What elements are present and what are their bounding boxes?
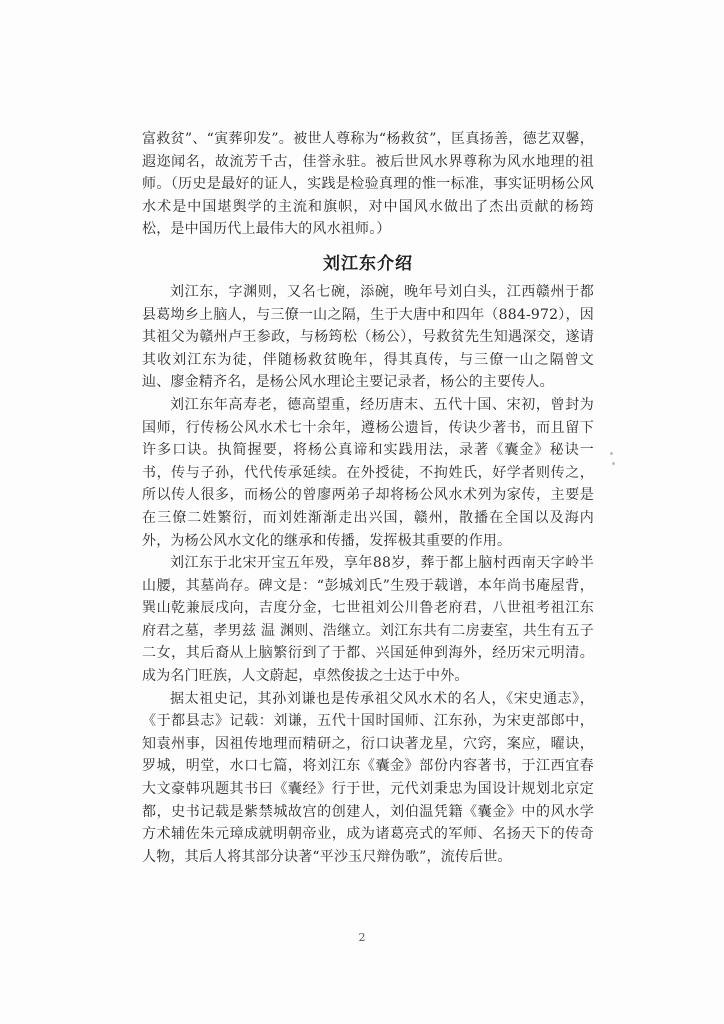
scan-speck bbox=[610, 452, 613, 455]
page-body bbox=[142, 128, 594, 868]
intro-paragraph: 富救贫”、“寅葬卯发”。被世人尊称为“杨救贫”，匡真扬善，德艺双馨，遐迩闻名，故流芳千古，佳誉永驻。被后世风水界尊称为风水地理的祖师。（历史是最好的证人，实践是检验真理的惟一标准，事实证明杨公风水术是中国堪舆学的主流和旗帜，对中国风水做出了杰出贡献的杨筠松，是中国历代上最伟大的风水祖师。） bbox=[142, 131, 594, 238]
page-number: 2 bbox=[358, 931, 366, 944]
scan-speck bbox=[612, 462, 615, 465]
body-paragraph-3: 刘江东于北宋开宝五年殁，享年88岁，葬于都上脑村西南天字岭半山腰，其墓尚存。碑文是：“彭城刘氏”生殁于载谱，本年尚书庵屋背，巽山乾兼辰戌向，吉度分金，七世祖刘公川鲁老府君，八世祖考祖江东府君之墓，孝男兹 温 渊则、浩继立。刘江东共有二房妻室，共生有五子二女，其后裔从上脑繁衍到了于都、兴国延伸到海外，经历宋元明清。成为名门旺族，人文蔚起，卓然俊拔之士达于中外。 bbox=[142, 555, 594, 685]
body-paragraph-2: 刘江东年高寿老，德高望重，经历唐末、五代十国、宋初，曾封为国师，行传杨公风水术七十余年，遵杨公遗旨，传诀少著书，而且留下许多口诀。执简握要，将杨公真谛和实践用法，录著《囊金》秘诀一书，传与子孙，代代传承延续。在外授徒，不拘姓氏，好学者则传之，所以传人很多，而杨公的曾廖两弟子却将杨公风水术列为家传，主要是在三僚二姓繁衍，而刘姓渐渐走出兴国，赣州，散播在全国以及海内外，为杨公风水文化的继承和传播，发挥极其重要的作用。 bbox=[142, 396, 594, 549]
body-paragraph-1: 刘江东，字渊则，又名七碗，添碗，晚年号刘白头，江西赣州于都县葛坳乡上脑人，与三僚一山之隔，生于大唐中和四年（884-972），因其祖父为赣州卢王参政，与杨筠松（杨公），号救贫先生知遇深交，遂请其收刘江东为徒，伴随杨救贫晚年，得其真传，与三僚一山之隔曾文辿、廖金精齐名，是杨公风水理论主要记录者，杨公的主要传人。 bbox=[142, 283, 594, 391]
body-paragraph-4: 据太祖史记，其孙刘谦也是传承祖父风水术的名人，《宋史通志》，《于都县志》记载：刘谦，五代十国时国师、江东孙，为宋吏部郎中，知袁州事，因祖传地理而精研之，衍口诀著龙星，穴窍，案应，曜诀，罗城，明堂，水口七篇，将刘江东《囊金》部份内容著书，于江西宜春大文豪韩巩题其书曰《囊经》行于世，元代刘秉忠为国设计规划北京定都，史书记载是紫禁城故宫的创建人，刘伯温凭籍《囊金》中的风水学方术辅佐朱元璋成就明朝帝业，成为诸葛亮式的军师、名扬天下的传奇人物，其后人将其部分诀著“平沙玉尺辩伪歌”，流传后世。 bbox=[142, 690, 594, 865]
section-title: 刘江东介绍 bbox=[323, 253, 413, 274]
